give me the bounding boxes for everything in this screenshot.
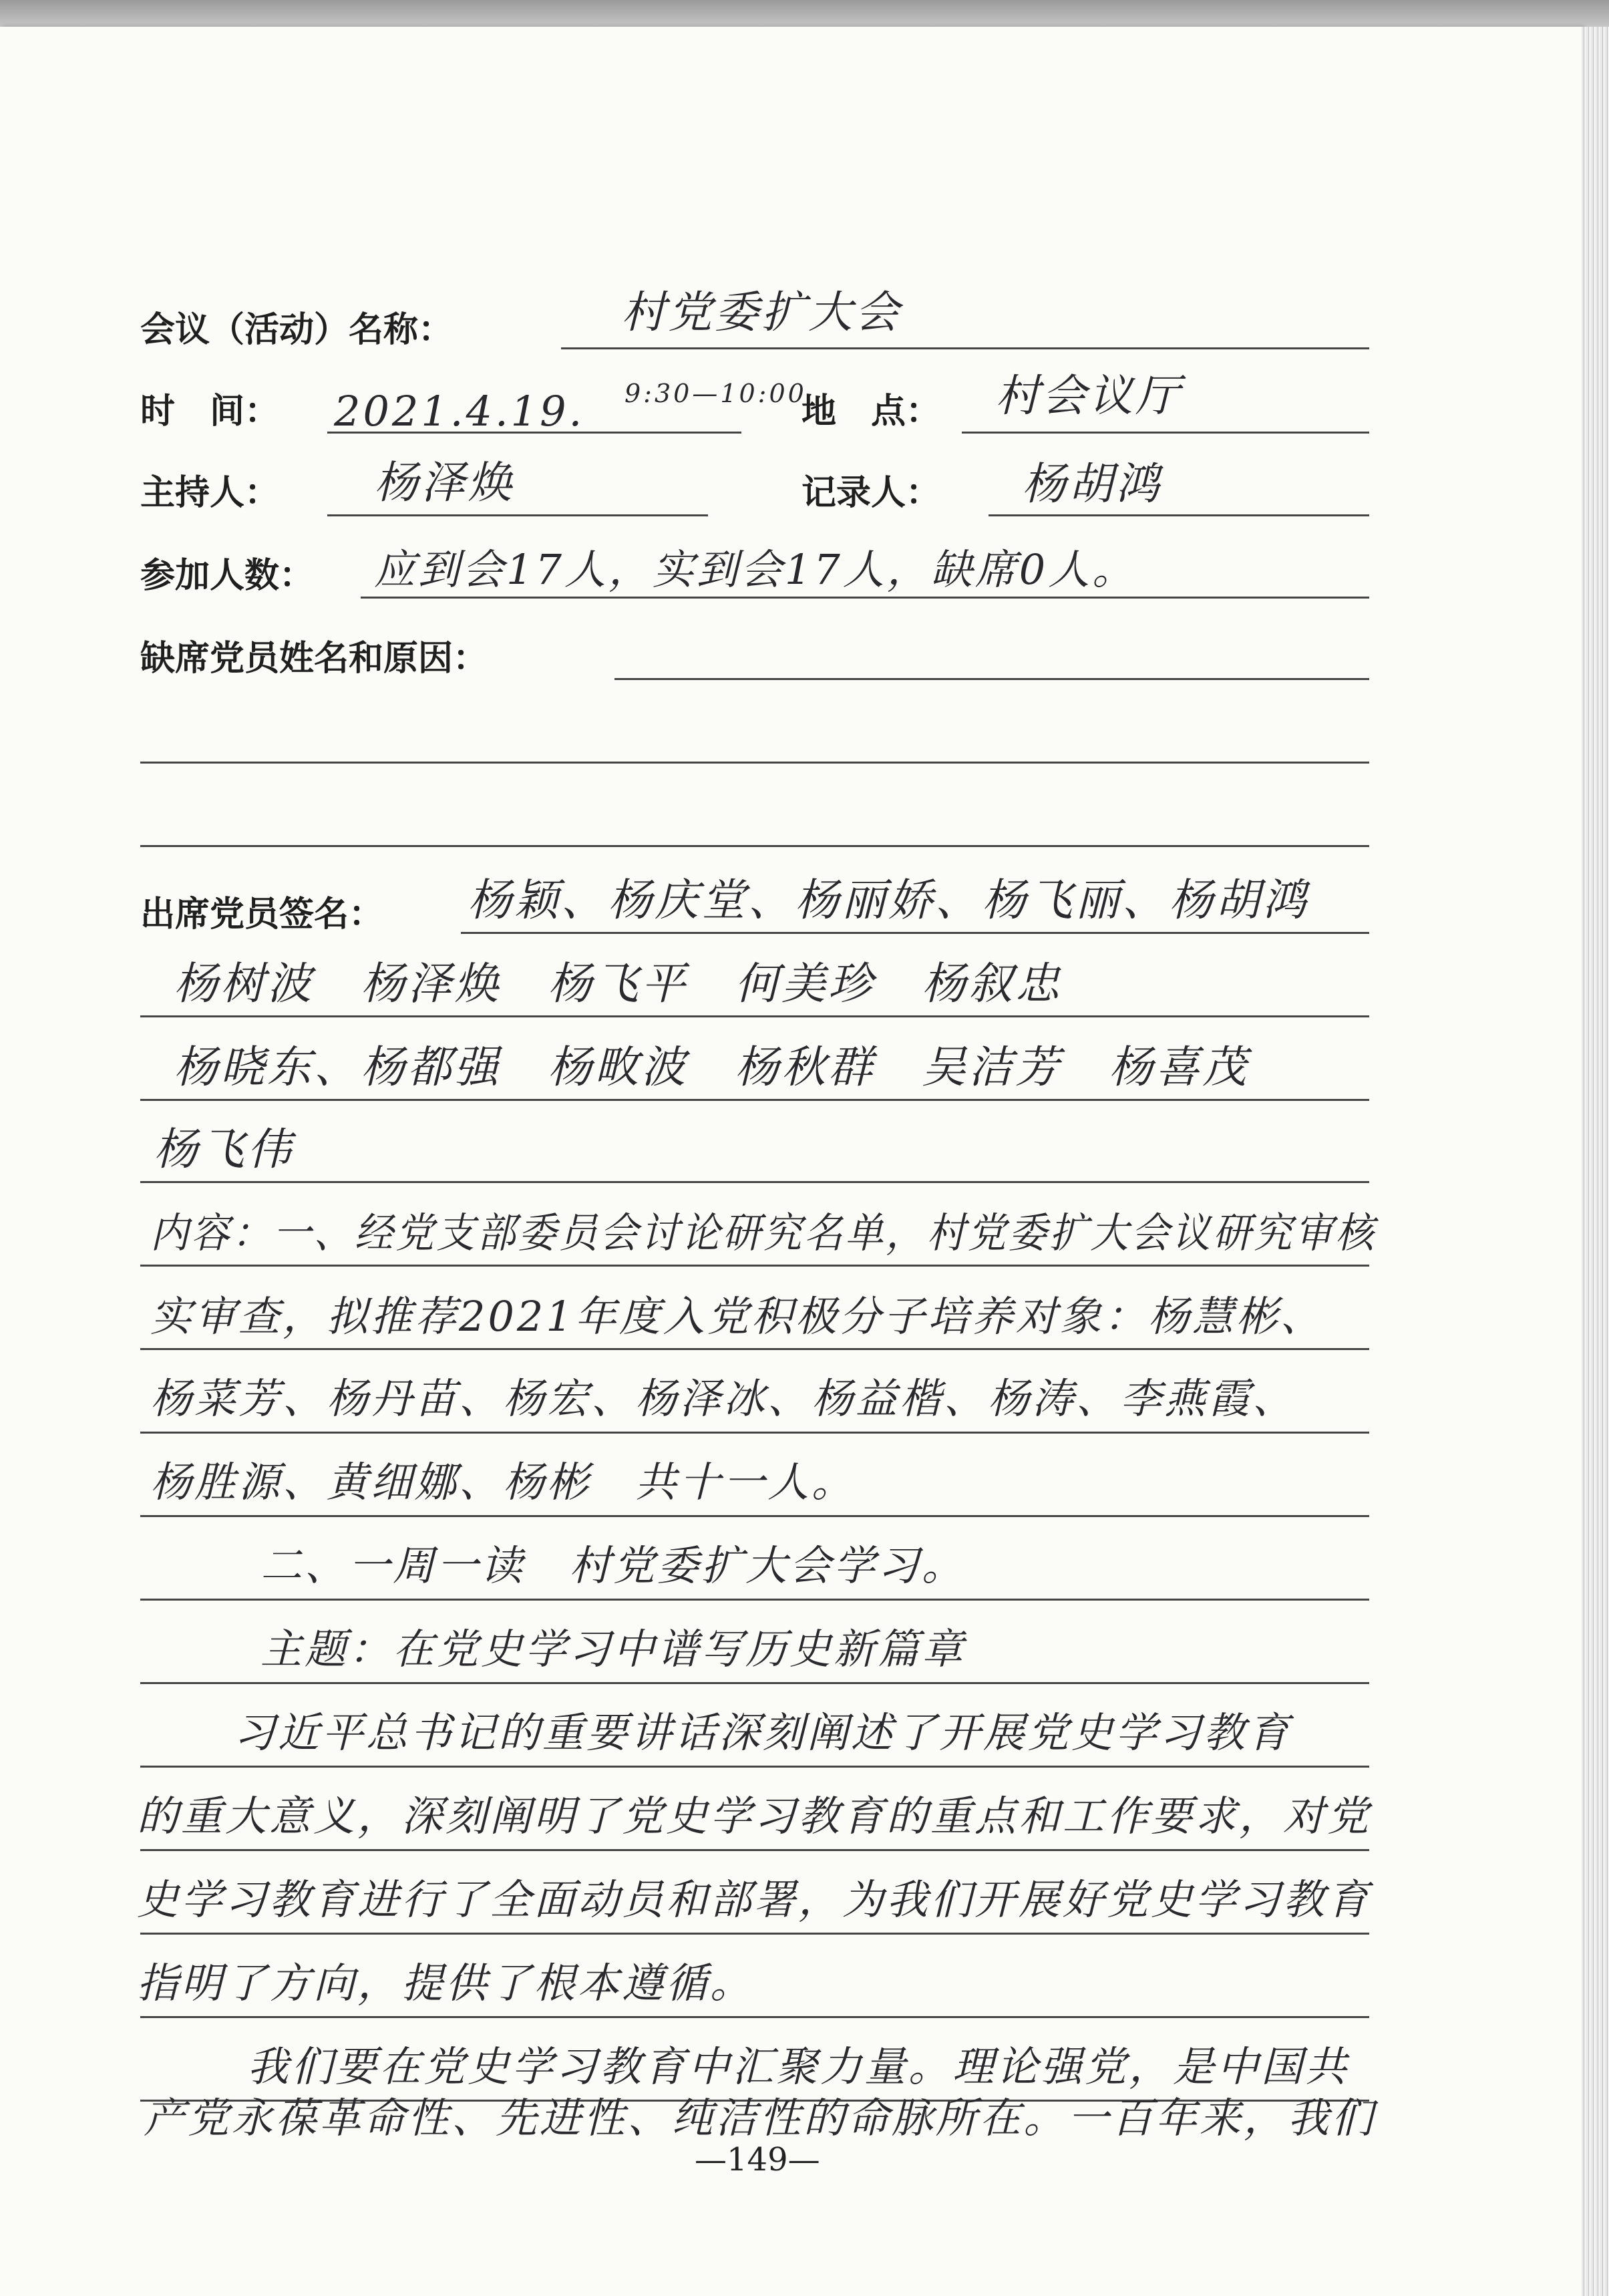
ruled-line-1 <box>140 762 1369 764</box>
meeting-name-value: 村党委扩大会 <box>621 287 902 338</box>
content-line <box>140 1766 1369 1768</box>
content-text: 实审查，拟推荐2021年度入党积极分子培养对象：杨慧彬、 <box>150 1292 1324 1341</box>
content-line <box>140 1933 1369 1935</box>
signature-line-4 <box>140 1181 1369 1183</box>
content-text: 二、一周一读 村党委扩大会学习。 <box>260 1541 966 1590</box>
content-text: 的重大意义，深刻阐明了党史学习教育的重点和工作要求，对党 <box>137 1792 1372 1840</box>
signature-line-3 <box>140 1099 1369 1101</box>
host-value: 杨泽焕 <box>374 457 514 508</box>
attendance-label: 参加人数： <box>140 556 315 596</box>
content-text: 习近平总书记的重要讲话深刻阐述了开展党史学习教育 <box>234 1708 1292 1757</box>
content-text: 杨菜芳、杨丹苗、杨宏、杨泽冰、杨益楷、杨涛、李燕霞、 <box>150 1374 1297 1423</box>
content-line <box>140 1432 1369 1434</box>
content-line <box>140 1515 1369 1517</box>
signature-row: 杨树波 杨泽焕 杨飞平 何美珍 杨叙忠 <box>174 958 1062 1009</box>
absent-label: 缺席党员姓名和原因： <box>140 639 488 679</box>
content-text: 主题：在党史学习中谱写历史新篇章 <box>260 1625 966 1673</box>
content-line <box>140 1265 1369 1267</box>
content-text: 史学习教育进行了全面动员和部署，为我们开展好党史学习教育 <box>137 1875 1372 1924</box>
content-text: 产党永葆革命性、先进性、纯洁性的命脉所在。一百年来，我们 <box>144 2094 1376 2142</box>
attendance-line <box>361 597 1369 599</box>
content-text: 我们要在党史学习教育中汇聚力量。理论强党，是中国共 <box>247 2042 1350 2091</box>
content-text: 内容：一、经党支部委员会讨论研究名单，村党委扩大会议研究审核 <box>150 1208 1377 1257</box>
signatures-label: 出席党员签名： <box>140 894 384 935</box>
time-range: 9:30—10:00 <box>624 379 807 408</box>
time-value: 2021.4.19. <box>334 387 585 436</box>
time-line <box>327 432 741 434</box>
content-text: 杨胜源、黄细娜、杨彬 共十一人。 <box>150 1458 856 1506</box>
signature-line-1 <box>461 932 1369 934</box>
recorder-label: 记录人： <box>801 473 941 513</box>
place-line <box>962 432 1369 434</box>
ruled-line-2 <box>140 845 1369 847</box>
content-line <box>140 1682 1369 1684</box>
signature-row: 杨颖、杨庆堂、杨丽娇、杨飞丽、杨胡鸿 <box>468 874 1309 926</box>
absent-line <box>614 678 1369 680</box>
signature-row: 杨晓东、杨都强 杨畋波 杨秋群 吴洁芳 杨喜茂 <box>174 1041 1249 1093</box>
content-line <box>140 1849 1369 1851</box>
signature-row: 杨飞伟 <box>154 1124 294 1175</box>
time-label: 时 间： <box>140 391 280 432</box>
place-label: 地 点： <box>801 391 941 432</box>
content-text: 指明了方向，提供了根本遵循。 <box>137 1959 755 2007</box>
meeting-name-line <box>561 347 1369 349</box>
content-line <box>140 1348 1369 1350</box>
recorder-value: 杨胡鸿 <box>1022 458 1162 510</box>
host-label: 主持人： <box>140 473 280 513</box>
recorder-line <box>989 514 1369 516</box>
meeting-name-label: 会议（活动）名称： <box>140 310 454 350</box>
page-edges <box>1582 27 1609 2296</box>
attendance-value: 应到会17人，实到会17人，缺席0人。 <box>374 545 1137 594</box>
content-line <box>140 2016 1369 2018</box>
page-number: —149— <box>695 2141 820 2178</box>
signature-line-2 <box>140 1015 1369 1017</box>
host-line <box>327 514 708 516</box>
content-line <box>140 1599 1369 1601</box>
place-value: 村会议厅 <box>995 370 1182 422</box>
